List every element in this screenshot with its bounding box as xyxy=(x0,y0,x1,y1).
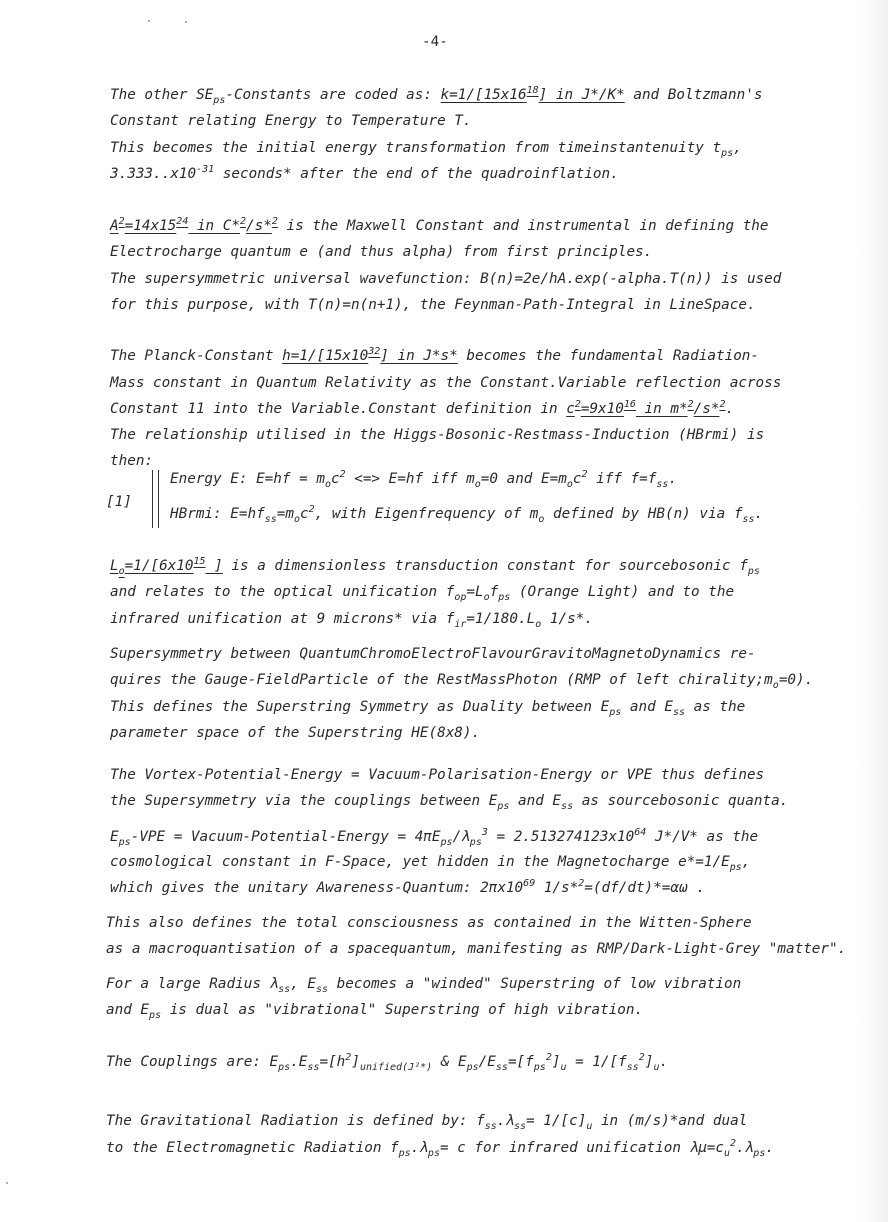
text-run: The Gravitational Radiation is defined by: f xyxy=(106,1113,485,1129)
text-run: ] xyxy=(351,1054,360,1070)
text-line xyxy=(106,940,846,958)
text-run: .λ xyxy=(410,1140,428,1156)
text-run: /λ xyxy=(452,829,470,845)
superscript: 32 xyxy=(368,346,381,358)
text-run: =1/[6x10 xyxy=(124,558,194,574)
superscript: 15 xyxy=(193,556,206,568)
text-run: infrared unification at 9 microns* via f xyxy=(110,611,455,627)
scan-speck xyxy=(185,21,187,23)
text-run: Constant 11 into the Variable.Constant definition in xyxy=(110,401,567,417)
text-run: The Planck-Constant xyxy=(110,348,283,364)
superscript: 2 xyxy=(240,216,247,228)
subscript: u xyxy=(586,1120,593,1132)
text-line xyxy=(110,724,480,742)
text-run: quires the Gauge-FieldParticle of the RestMassPhoton (RMP of left chirality;m xyxy=(110,672,773,688)
text-run: 3.333..x10 xyxy=(110,166,197,182)
text-run: c xyxy=(299,506,309,522)
text-run: , E xyxy=(290,976,317,992)
subscript: ps xyxy=(609,706,622,718)
text-run: Mass constant in Quantum Relativity as the Constant.Variable reflection across xyxy=(110,375,782,391)
text-run: as a macroquantisation of a spacequantum, manifesting as RMP/Dark-Light-Grey "matter". xyxy=(106,941,847,957)
superscript: 69 xyxy=(523,878,536,890)
text-run: .E xyxy=(290,1054,308,1070)
subscript: u xyxy=(560,1061,567,1073)
text-run: /s* xyxy=(693,401,720,417)
subscript: ps xyxy=(497,800,510,812)
text-run: f xyxy=(489,584,499,600)
subscript: o xyxy=(535,618,542,630)
text-run: becomes the fundamental Radiation- xyxy=(457,348,760,364)
subscript: op xyxy=(454,591,467,603)
text-line xyxy=(110,270,781,288)
text-run: (Orange Light) and to the xyxy=(510,584,735,600)
text-run: =m xyxy=(276,506,294,522)
superscript: 2 xyxy=(118,216,125,228)
text-run: is dual as "vibrational" Superstring of high vibration. xyxy=(161,1002,644,1018)
text-line xyxy=(110,828,758,846)
scan-speck xyxy=(6,1182,8,1184)
text-run: =0 and E=m xyxy=(480,471,567,487)
subscript: o xyxy=(772,679,779,691)
superscript: 2 xyxy=(545,1052,552,1064)
text-run: A xyxy=(110,218,119,234)
text-run: as sourcebosonic quanta. xyxy=(573,793,789,809)
subscript: o xyxy=(118,565,125,577)
subscript: ps xyxy=(721,147,734,159)
text-run: For a large Radius λ xyxy=(106,976,279,992)
text-run: ] xyxy=(205,558,223,574)
text-line xyxy=(110,671,813,689)
text-run: The relationship utilised in the Higgs-Bosonic-Restmass-Induction (HBrmi) is xyxy=(110,427,765,443)
superscript: 2 xyxy=(308,504,315,516)
subscript: ps xyxy=(498,591,511,603)
subscript: ps xyxy=(118,836,131,848)
equation-bracket xyxy=(152,470,159,528)
text-line xyxy=(110,698,745,716)
text-run: = 1/[c] xyxy=(526,1113,587,1129)
superscript: 64 xyxy=(634,827,647,839)
subscript: ss xyxy=(484,1120,497,1132)
text-run: /s* xyxy=(246,218,272,234)
text-run: as the xyxy=(684,699,746,715)
text-run: and relates to the optical unification f xyxy=(110,584,455,600)
subscript: o xyxy=(538,513,545,525)
text-line xyxy=(110,583,734,601)
text-run: The supersymmetric universal wavefunction: B(n)=2e/hA.exp(-alpha.T(n)) is used xyxy=(110,271,782,287)
text-run: becomes a "winded" Superstring of low vibration xyxy=(328,976,742,992)
text-line xyxy=(106,914,752,932)
subscript: ss xyxy=(656,478,669,490)
text-run: in m* xyxy=(635,401,688,417)
text-run: parameter space of the Superstring HE(8x8). xyxy=(110,725,481,741)
superscript: 3 xyxy=(481,827,488,839)
text-run: in C* xyxy=(188,218,240,234)
equation-row xyxy=(170,470,677,488)
text-line xyxy=(106,1112,747,1130)
text-run: =[f xyxy=(507,1054,534,1070)
subscript: ps xyxy=(398,1147,411,1159)
text-run: 1/s*. xyxy=(541,611,593,627)
subscript: o xyxy=(474,478,481,490)
subscript: ss xyxy=(495,1061,508,1073)
text-run: . xyxy=(754,506,764,522)
text-run: J*/V* as the xyxy=(646,829,759,845)
text-run: h=1/[15x10 xyxy=(282,348,369,364)
subscript: ss xyxy=(316,983,329,995)
subscript: o xyxy=(324,478,331,490)
subscript: ps xyxy=(753,1147,766,1159)
superscript: 24 xyxy=(176,216,189,228)
text-run: and Boltzmann's xyxy=(624,87,763,103)
subscript: ss xyxy=(514,1120,527,1132)
text-run: ] in J*/K* xyxy=(538,87,625,103)
text-run: This defines the Superstring Symmetry as Duality between E xyxy=(110,699,610,715)
subscript: ps xyxy=(149,1009,162,1021)
text-run: cosmological constant in F-Space, yet hidden in the Magnetocharge e*=1/E xyxy=(110,854,730,870)
subscript: ps xyxy=(427,1147,440,1159)
subscript: o xyxy=(566,478,573,490)
text-run: . xyxy=(765,1140,774,1156)
text-line xyxy=(110,217,769,235)
text-line xyxy=(110,766,764,784)
text-line xyxy=(110,610,593,628)
subscript: o xyxy=(293,513,300,525)
text-line xyxy=(110,452,153,470)
text-run: =L xyxy=(466,584,484,600)
text-run: for this purpose, with T(n)=n(n+1), the Feynman-Path-Integral in LineSpace. xyxy=(110,297,756,313)
superscript: 2 xyxy=(638,1052,645,1064)
text-line xyxy=(110,139,742,157)
text-run: . xyxy=(725,401,735,417)
subscript: ir xyxy=(454,618,467,630)
text-run: . xyxy=(659,1054,669,1070)
text-run: Energy E: E=hf = m xyxy=(170,471,325,487)
text-run: defined by HB(n) via f xyxy=(544,506,743,522)
text-line xyxy=(110,112,472,130)
subscript: ss xyxy=(626,1061,639,1073)
text-run: & E xyxy=(432,1054,467,1070)
text-line xyxy=(110,347,759,365)
equation-number: [1] xyxy=(106,494,132,510)
text-run: c xyxy=(572,471,582,487)
text-run: =(df/dt)*=αω . xyxy=(584,880,705,896)
superscript: 2 xyxy=(339,469,346,481)
text-line xyxy=(110,400,734,418)
superscript: 2 xyxy=(578,878,585,890)
text-run: and E xyxy=(509,793,562,809)
text-run: =14x15 xyxy=(124,218,177,234)
text-run: ] in J*s* xyxy=(380,348,458,364)
text-run: E xyxy=(110,829,119,845)
page-number: -4- xyxy=(422,34,448,50)
text-line xyxy=(106,975,741,993)
text-line xyxy=(110,645,756,663)
text-run: = c for infrared unification λμ=c xyxy=(439,1140,725,1156)
text-run: k=1/[15x16 xyxy=(440,87,527,103)
subscript: ps xyxy=(533,1061,546,1073)
text-run: iff f=f xyxy=(587,471,657,487)
subscript: ps xyxy=(747,565,760,577)
text-line xyxy=(110,374,781,392)
subscript: u xyxy=(653,1061,660,1073)
subscript: ss xyxy=(672,706,685,718)
text-run: is a dimensionless transduction constant for sourcebosonic f xyxy=(222,558,748,574)
text-run: This also defines the total consciousness as contained in the Witten-Sphere xyxy=(106,915,752,931)
text-run: ] xyxy=(644,1054,654,1070)
text-run: the Supersymmetry via the couplings between E xyxy=(110,793,498,809)
subscript: ps xyxy=(440,836,453,848)
text-run: and E xyxy=(106,1002,150,1018)
superscript: 2 xyxy=(574,399,581,411)
subscript: ps xyxy=(729,861,742,873)
text-run: . xyxy=(668,471,678,487)
superscript: -31 xyxy=(196,164,215,176)
text-line xyxy=(110,426,764,444)
text-line xyxy=(110,879,705,897)
subscript: ss xyxy=(264,513,277,525)
superscript: 2 xyxy=(271,216,278,228)
superscript: 2 xyxy=(687,399,694,411)
subscript: ss xyxy=(561,800,574,812)
subscript: ss xyxy=(742,513,755,525)
text-run: in (m/s)*and dual xyxy=(592,1113,748,1129)
subscript: ps xyxy=(466,1061,479,1073)
subscript: ps xyxy=(469,836,482,848)
text-run: then: xyxy=(110,453,154,469)
text-line xyxy=(106,1139,774,1157)
subscript: ps xyxy=(213,94,226,106)
text-run: L xyxy=(110,558,119,574)
text-run: = 2.513274123x10 xyxy=(487,829,635,845)
text-run: , xyxy=(741,854,751,870)
text-run: .λ xyxy=(736,1140,754,1156)
text-run: and E xyxy=(621,699,673,715)
subscript: ps xyxy=(278,1061,291,1073)
text-run: .λ xyxy=(496,1113,514,1129)
text-run: seconds* after the end of the quadroinflation. xyxy=(214,166,619,182)
text-run: Electrocharge quantum e (and thus alpha) from first principles. xyxy=(110,244,653,260)
text-run: 1/s* xyxy=(535,880,579,896)
subscript: u xyxy=(724,1147,731,1159)
text-line xyxy=(106,1001,643,1019)
text-run: /E xyxy=(478,1054,496,1070)
text-line xyxy=(110,243,652,261)
text-run: c xyxy=(566,401,575,417)
text-line xyxy=(110,557,760,575)
subscript: o xyxy=(483,591,490,603)
text-run: =[h xyxy=(319,1054,346,1070)
superscript: 2 xyxy=(345,1052,352,1064)
subscript: ss xyxy=(307,1061,320,1073)
text-line xyxy=(110,853,750,871)
text-run: =0). xyxy=(778,672,814,688)
text-run: = 1/[f xyxy=(566,1054,627,1070)
text-run: HBrmi: E=hf xyxy=(170,506,265,522)
text-run: , xyxy=(733,140,742,156)
text-run: which gives the unitary Awareness-Quantum: 2πx10 xyxy=(110,880,524,896)
text-run: -VPE = Vacuum-Potential-Energy = 4πE xyxy=(130,829,441,845)
superscript: 16 xyxy=(623,399,636,411)
text-run: The Vortex-Potential-Energy = Vacuum-Polarisation-Energy or VPE thus defines xyxy=(110,767,765,783)
text-run: =9x10 xyxy=(580,401,624,417)
text-run: to the Electromagnetic Radiation f xyxy=(106,1140,399,1156)
text-run: <=> E=hf iff m xyxy=(345,471,475,487)
text-line xyxy=(110,296,756,314)
text-run: Supersymmetry between QuantumChromoElectroFlavourGravitoMagnetoDynamics re- xyxy=(110,646,756,662)
text-line xyxy=(110,86,762,104)
text-run: The other SE xyxy=(110,87,214,103)
text-line xyxy=(110,792,788,810)
scan-speck xyxy=(148,20,150,22)
text-run: ] xyxy=(551,1054,561,1070)
text-run: This becomes the initial energy transformation from timeinstantenuity t xyxy=(110,140,722,156)
superscript: 2 xyxy=(581,469,588,481)
subscript: unified(J²*) xyxy=(359,1061,433,1073)
subscript: ss xyxy=(278,983,291,995)
superscript: 18 xyxy=(526,85,539,97)
text-run: The Couplings are: E xyxy=(106,1054,279,1070)
text-run: c xyxy=(330,471,340,487)
equation-row xyxy=(170,505,763,523)
text-run: , with Eigenfrequency of m xyxy=(314,506,539,522)
text-run: -Constants are coded as: xyxy=(225,87,441,103)
text-run: Constant relating Energy to Temperature T. xyxy=(110,113,472,129)
superscript: 2 xyxy=(730,1138,737,1150)
text-line xyxy=(106,1053,668,1071)
text-run: =1/180.L xyxy=(466,611,536,627)
text-run: is the Maxwell Constant and instrumental in defining the xyxy=(277,218,769,234)
superscript: 2 xyxy=(719,399,726,411)
page-edge-shadow xyxy=(858,0,888,1222)
text-line xyxy=(110,165,619,183)
